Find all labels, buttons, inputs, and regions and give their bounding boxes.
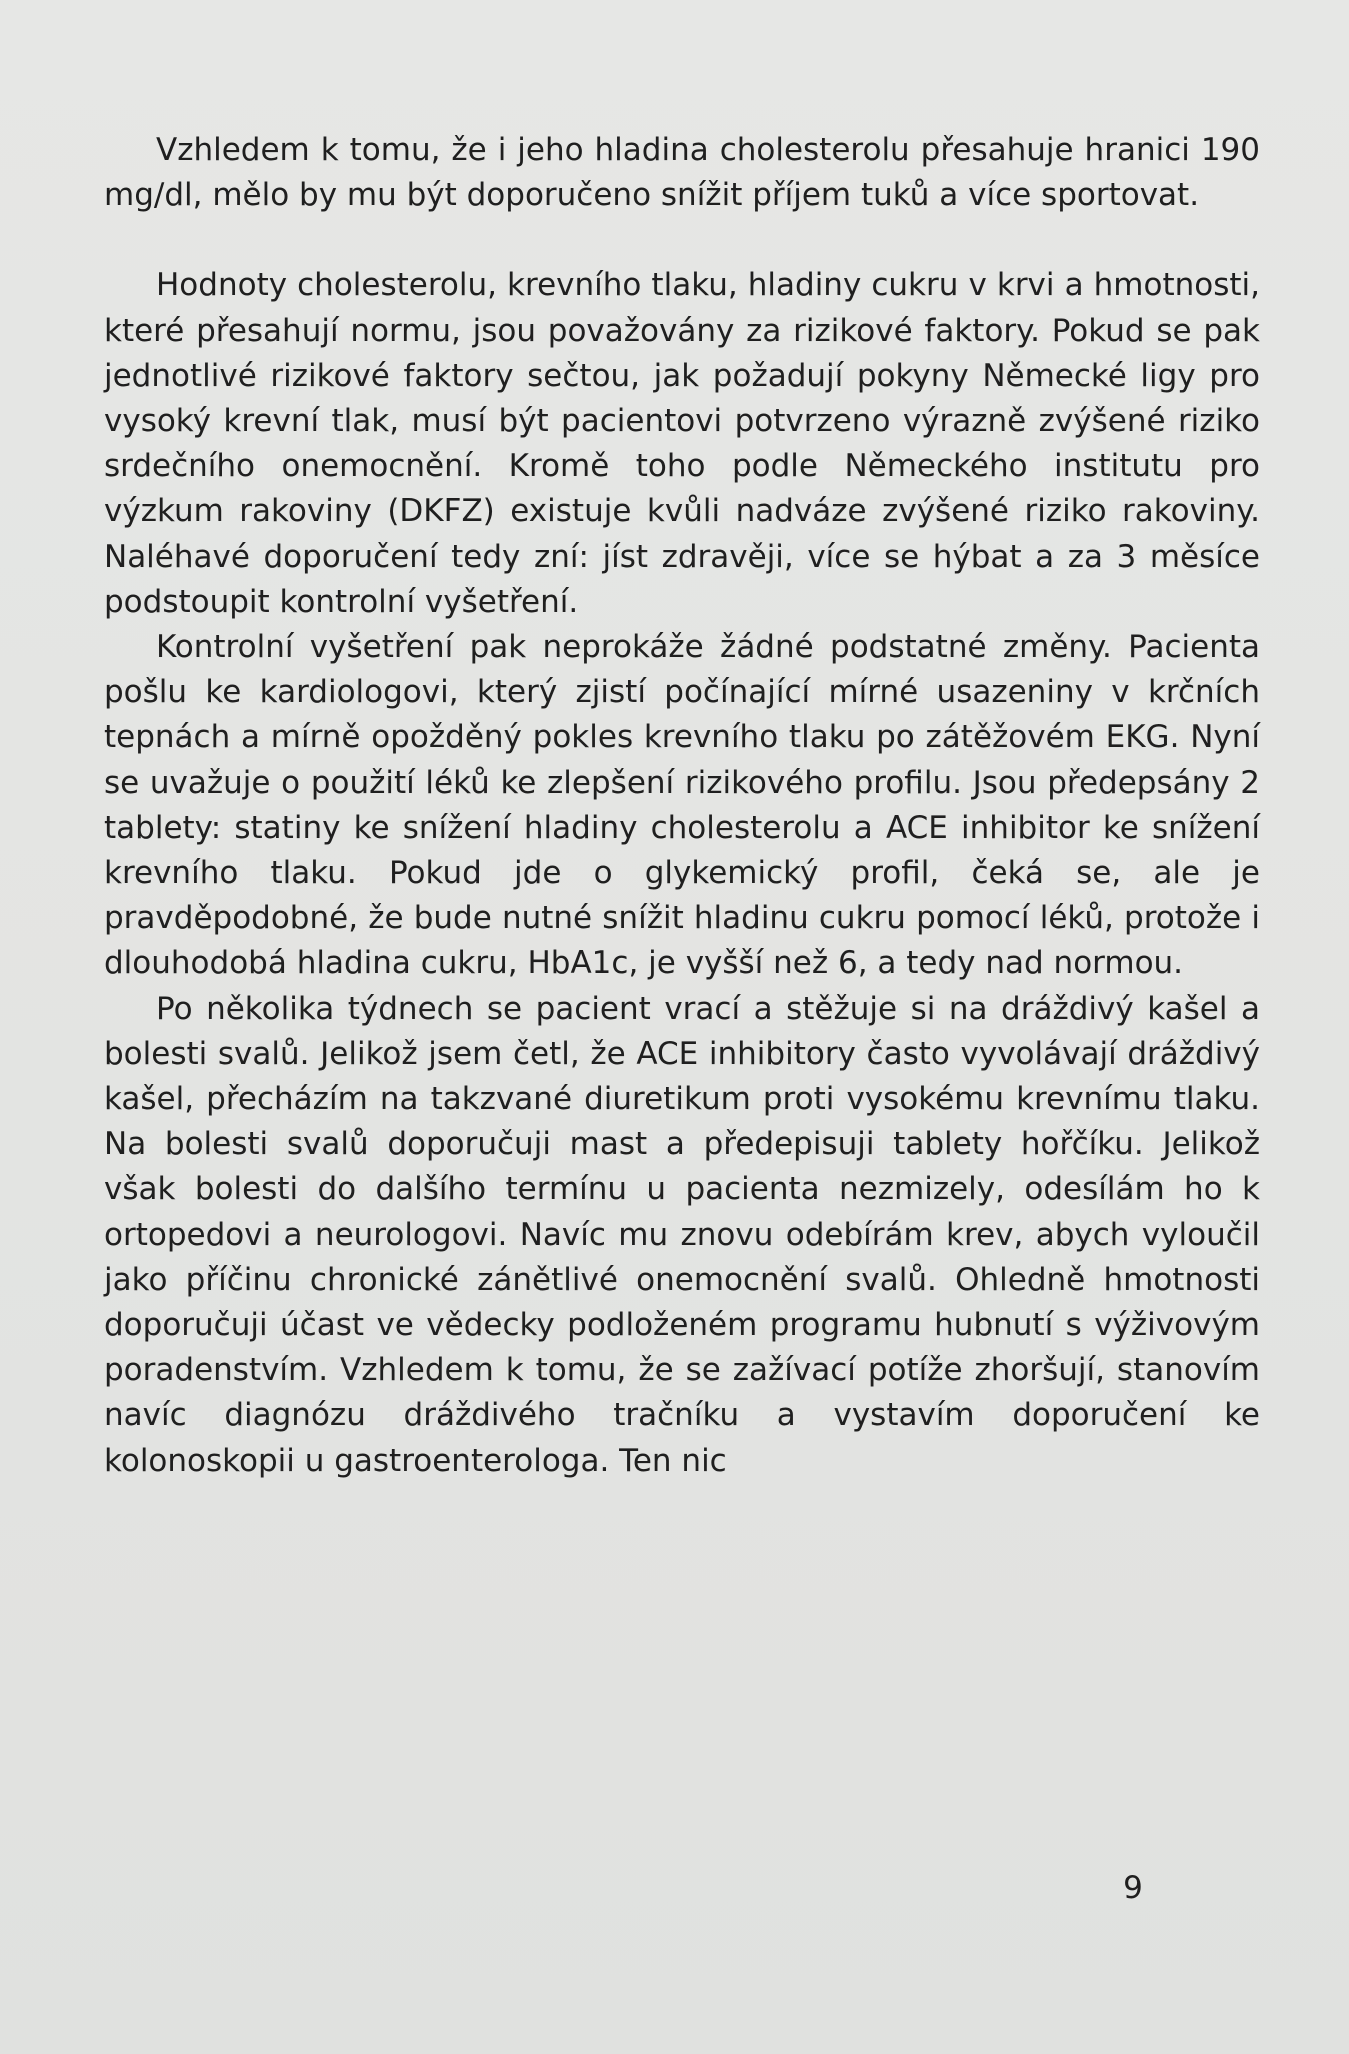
paragraph-risk-factors: Hodnoty cholesterolu, krevního tlaku, hladiny cukru v krvi a hmotnosti, které přesahují normu, jsou považovány za rizikové faktory. Pokud se pak jednotlivé rizikové faktory sečtou, jak požadují pokyny Německé ligy pro vysoký krevní tlak, musí být pacientovi potvrzeno výrazně zvýšené riziko srdečního onemocnění. Kromě toho podle Německého institutu pro výzkum rakoviny (DKFZ) existuje kvůli nadváze zvýšené riziko rakoviny. Naléhavé doporučení tedy zní: jíst zdravěji, více se hýbat a za 3 měsíce podstoupit kontrolní vyšetření. xyxy=(104,267,1260,620)
page-number: 9 xyxy=(1123,1870,1143,1906)
body-text xyxy=(104,128,1260,1484)
paragraph-follow-up: Po několika týdnech se pacient vrací a stěžuje si na dráždivý kašel a bolesti svalů. Jelikož jsem četl, že ACE inhibitory často vyvolávají dráždivý kašel, přecházím na takzvané diuretikum proti vysokému krevnímu tlaku. Na bolesti svalů doporučuji mast a předepisuji tablety hořčíku. Jelikož však bolesti do dalšího termínu u pacienta nezmizely, odesílám ho k ortopedovi a neurologovi. Navíc mu znovu odebírám krev, abych vyloučil jako příčinu chronické zánětlivé onemocnění svalů. Ohledně hmotnosti doporučuji účast ve vědecky podloženém programu hubnutí s výživovým poradenstvím. Vzhledem k tomu, že se zažívací potíže zhoršují, stanovím navíc diagnózu dráždivého tračníku a vystavím doporučení ke kolonoskopii u gastroenterologa. Ten nic xyxy=(104,990,1260,1479)
paragraph-cholesterol: Vzhledem k tomu, že i jeho hladina cholesterolu přesahuje hranici 190 mg/dl, mělo by mu být doporučeno snížit příjem tuků a více sportovat. xyxy=(104,132,1260,214)
paragraph-control-exam: Kontrolní vyšetření pak neprokáže žádné podstatné změny. Pacienta pošlu ke kardiologovi, který zjistí počínající mírné usazeniny v krčních tepnách a mírně opožděný pokles krevního tlaku po zátěžovém EKG. Nyní se uvažuje o použití léků ke zlepšení rizikového profilu. Jsou předepsány 2 tablety: statiny ke snížení hladiny cholesterolu a ACE inhibitor ke snížení krevního tlaku. Pokud jde o glykemický profil, čeká se, ale je pravděpodobné, že bude nutné snížit hladinu cukru pomocí léků, protože i dlouhodobá hladina cukru, HbA1c, je vyšší než 6, a tedy nad normou. xyxy=(104,629,1260,982)
